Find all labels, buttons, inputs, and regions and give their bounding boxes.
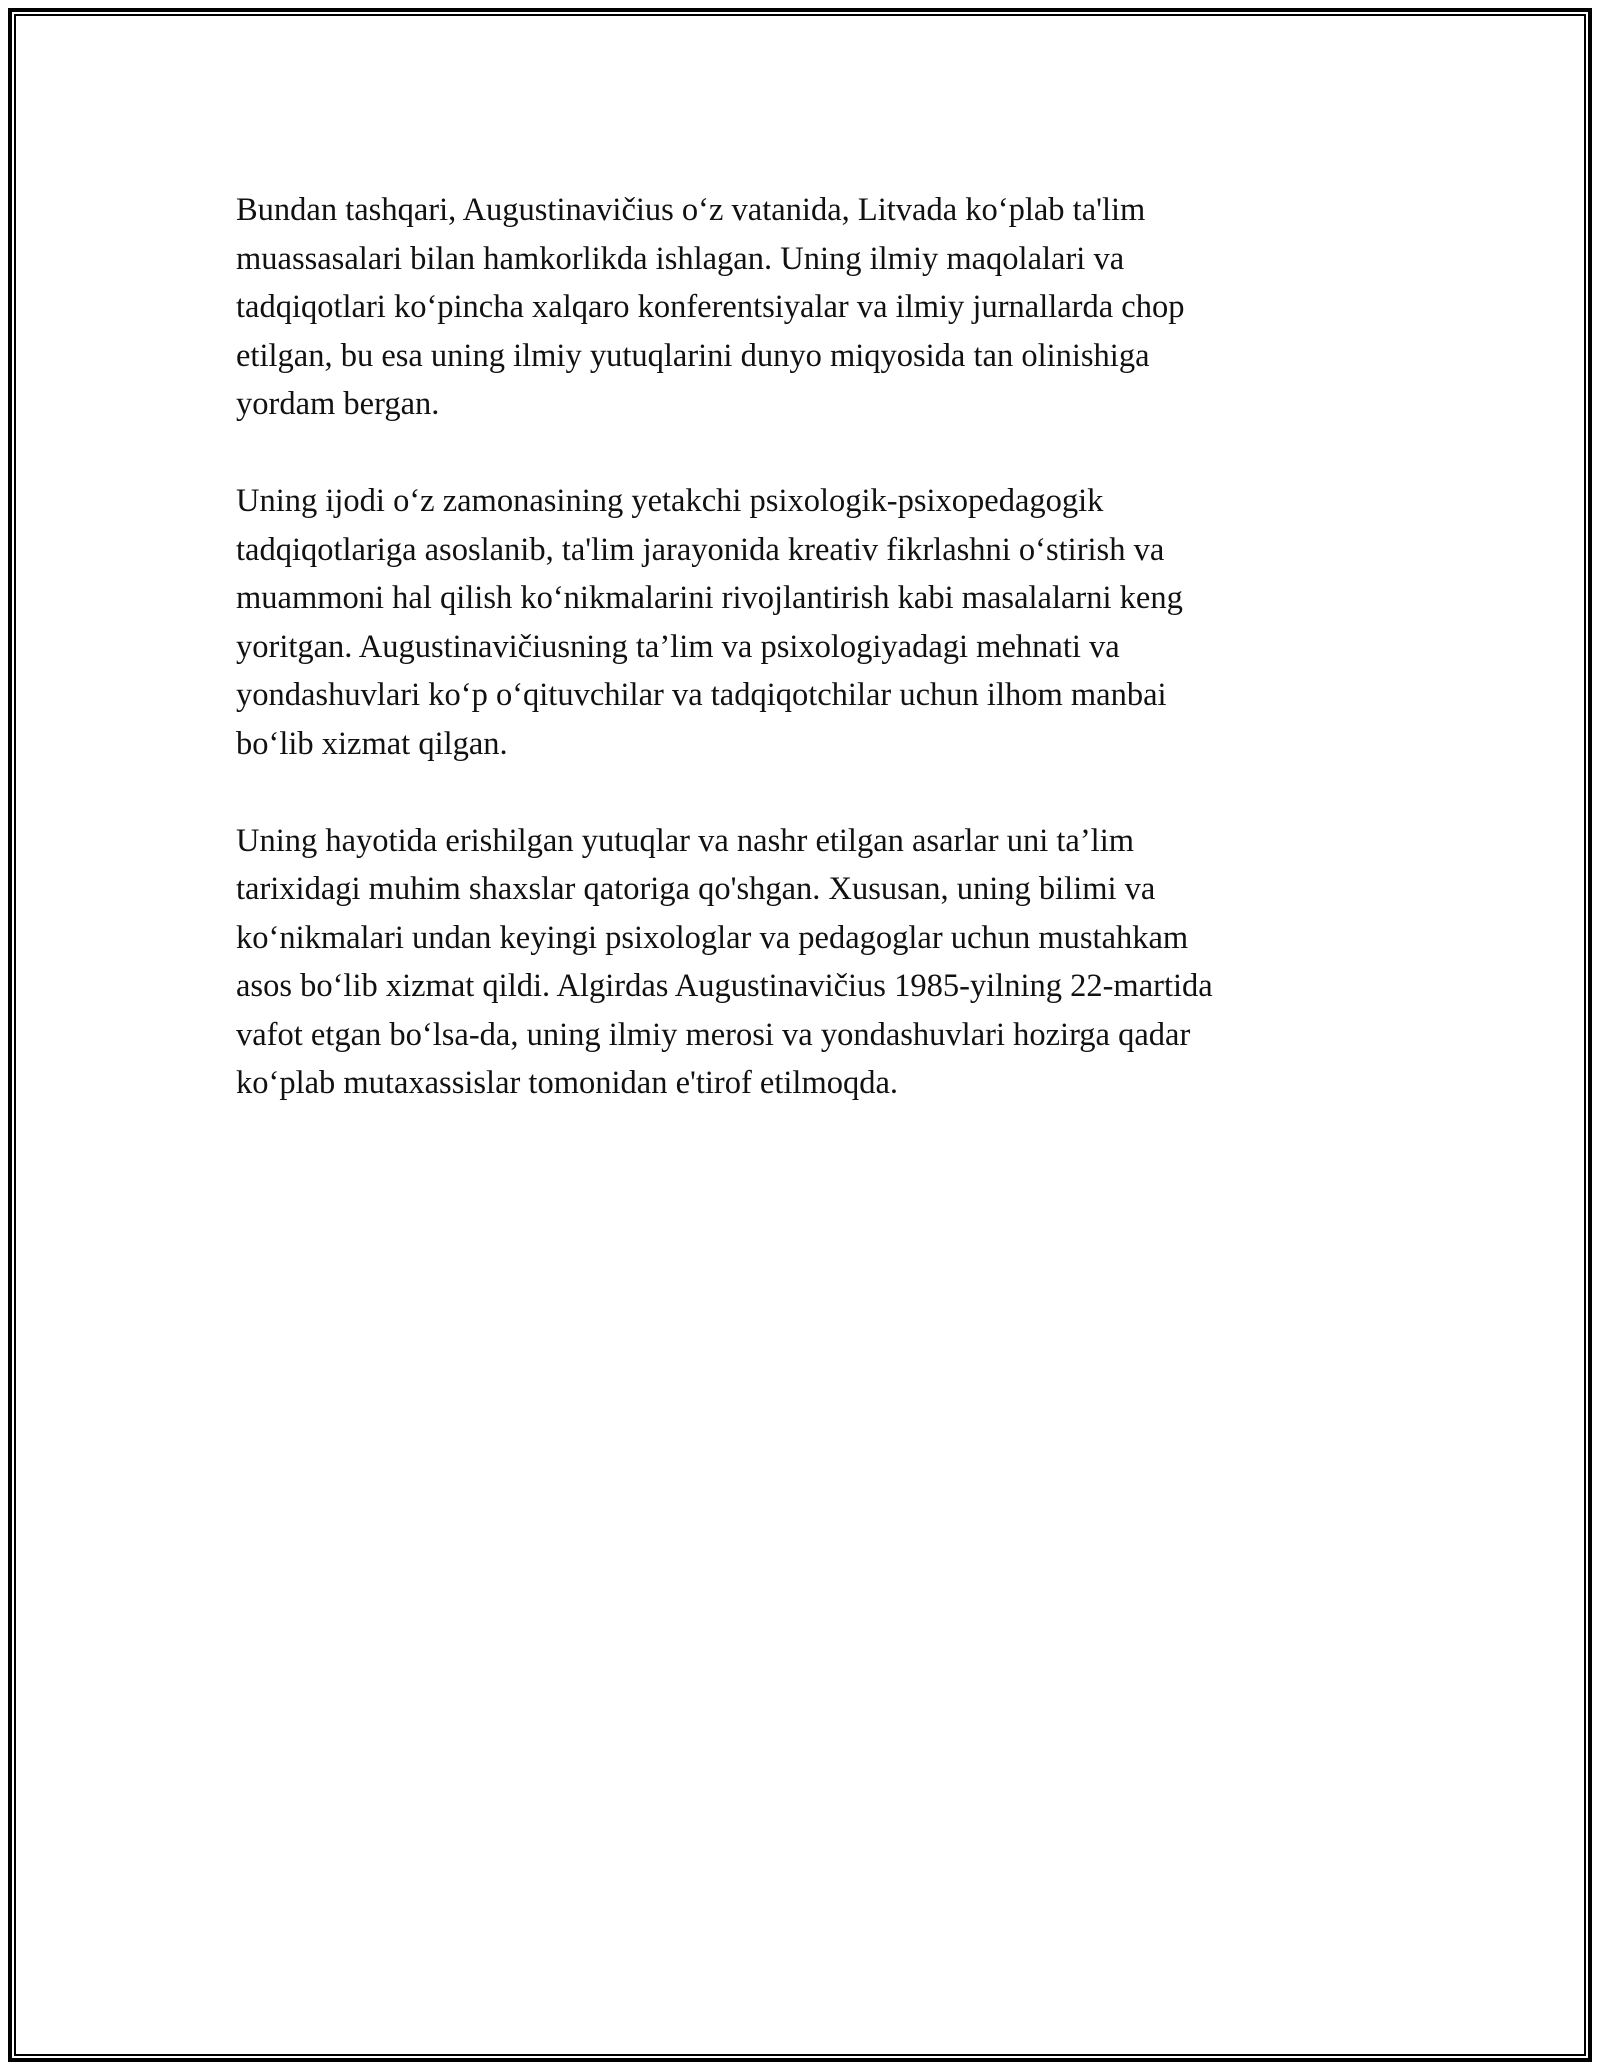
text-line: muassasalari bilan hamkorlikda ishlagan. Uning ilmiy maqolalari va (236, 240, 1125, 277)
text-line: boʻlib xizmat qilgan. (236, 725, 508, 762)
text-line: Bundan tashqari, Augustinavičius oʻz vatanida, Litvada koʻplab ta'lim (236, 192, 1146, 228)
paragraph-2 (236, 477, 1366, 768)
text-line: yondashuvlari koʻp oʻqituvchilar va tadqiqotchilar uchun ilhom manbai (236, 677, 1167, 713)
text-line: koʻnikmalari undan keyingi psixologlar va pedagoglar uchun mustahkam (236, 919, 1189, 956)
text-line: etilgan, bu esa uning ilmiy yutuqlarini dunyo miqyosida tan olinishiga (236, 337, 1150, 374)
paragraph-3 (236, 817, 1366, 1108)
text-line: muammoni hal qilish koʻnikmalarini rivojlantirish kabi masalalarni keng (236, 580, 1183, 616)
document-body (236, 186, 1366, 1156)
text-line: tarixidagi muhim shaxslar qatoriga qo'shgan. Xususan, uning bilimi va (236, 871, 1156, 907)
text-line: Uning ijodi oʻz zamonasining yetakchi psixologik-psixopedagogik (236, 483, 1104, 519)
text-line: yoritgan. Augustinavičiusning ta’lim va psixologiyadagi mehnati va (236, 628, 1120, 665)
text-line: yordam bergan. (236, 386, 440, 422)
text-line: koʻplab mutaxassislar tomonidan e'tirof etilmoqda. (236, 1065, 899, 1101)
text-line: tadqiqotlari koʻpincha xalqaro konferentsiyalar va ilmiy jurnallarda chop (236, 289, 1185, 325)
text-line: asos boʻlib xizmat qildi. Algirdas Augustinavičius 1985-yilning 22-martida (236, 968, 1213, 1004)
paragraph-1 (236, 186, 1366, 429)
text-line: tadqiqotlariga asoslanib, ta'lim jarayonida kreativ fikrlashni oʻstirish va (236, 531, 1165, 568)
text-line: Uning hayotida erishilgan yutuqlar va nashr etilgan asarlar uni ta’lim (236, 822, 1135, 859)
text-line: vafot etgan boʻlsa-da, uning ilmiy merosi va yondashuvlari hozirga qadar (236, 1016, 1191, 1053)
